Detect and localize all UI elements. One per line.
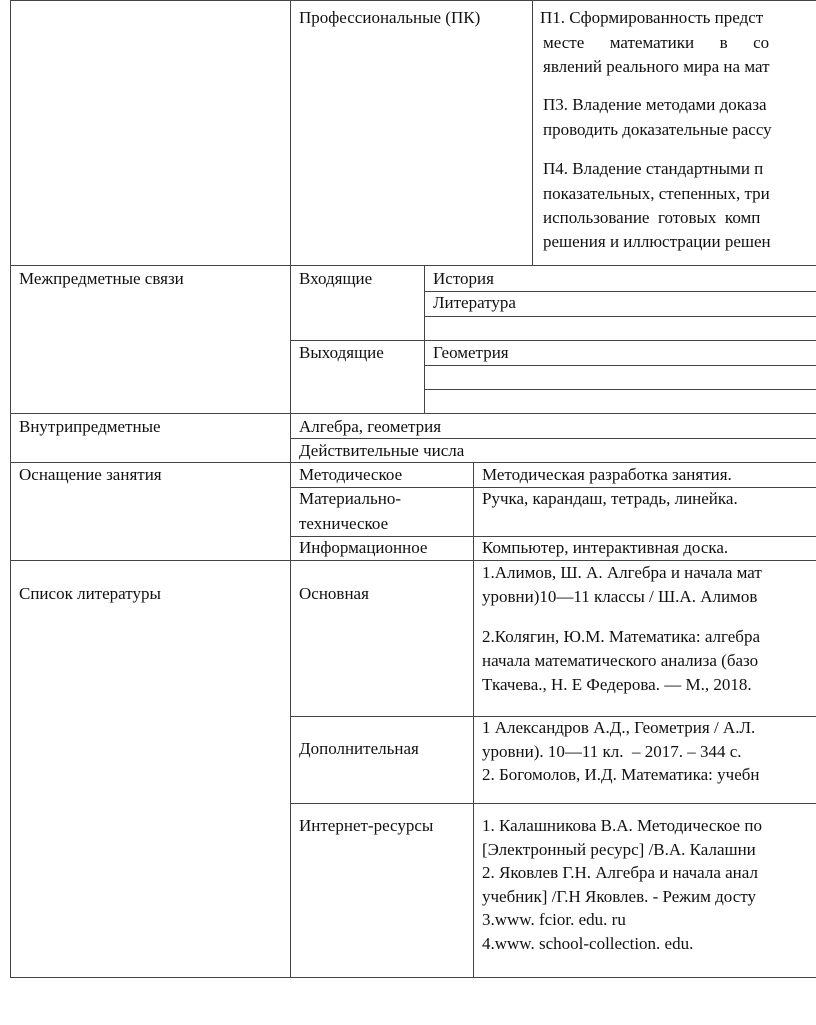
main-literature-label: Основная: [299, 584, 369, 603]
internet-resource-line: [Электронный ресурс] /В.А. Калашни: [482, 840, 756, 859]
outgoing-item: Геометрия: [433, 343, 509, 362]
outgoing-label: Выходящие: [299, 343, 384, 362]
equipment-value: Методическая разработка занятия.: [482, 465, 732, 484]
table-border: [424, 365, 816, 366]
table-border: [10, 0, 11, 978]
table-border: [290, 487, 816, 488]
equipment-type: техническое: [299, 514, 389, 533]
table-border: [424, 291, 816, 292]
internet-resources-label: Интернет-ресурсы: [299, 816, 434, 835]
table-border: [290, 716, 816, 717]
table-border: [10, 0, 816, 1]
competency-line: П3. Владение методами доказа: [543, 95, 767, 114]
competencies-label: Профессиональные (ПК): [299, 8, 481, 27]
equipment-value: Ручка, карандаш, тетрадь, линейка.: [482, 489, 738, 508]
literature-label: Список литературы: [19, 584, 161, 603]
table-border: [10, 462, 816, 463]
table-border: [290, 340, 816, 341]
literature-line: Ткачева., Н. Е Федерова. — М., 2018.: [482, 675, 752, 694]
competency-line: проводить доказательные рассу: [543, 120, 772, 139]
table-border: [290, 438, 816, 439]
literature-line: 2. Богомолов, И.Д. Математика: учебн: [482, 765, 760, 784]
literature-line: 2.Колягин, Ю.М. Математика: алгебра: [482, 627, 760, 646]
internet-resource-link[interactable]: 4.www. school-collection. edu.: [482, 934, 694, 953]
internet-resource-line: 1. Калашникова В.А. Методическое по: [482, 816, 762, 835]
incoming-item: История: [433, 269, 494, 288]
incoming-item: Литература: [433, 293, 516, 312]
incoming-label: Входящие: [299, 269, 373, 288]
table-border: [10, 265, 816, 266]
table-border: [290, 803, 816, 804]
table-border: [10, 977, 816, 978]
intradisciplinary-item: Действительные числа: [299, 441, 465, 460]
table-border: [532, 0, 533, 265]
table-border: [290, 0, 291, 978]
competency-line: месте математики в со: [543, 33, 770, 52]
competency-line: использование готовых комп: [543, 208, 761, 227]
intradisciplinary-item: Алгебра, геометрия: [299, 417, 442, 436]
internet-resource-line: учебник] /Г.Н Яковлев. - Режим досту: [482, 887, 756, 906]
table-border: [10, 413, 816, 414]
table-border: [290, 536, 816, 537]
equipment-type: Методическое: [299, 465, 403, 484]
equipment-type: Информационное: [299, 538, 428, 557]
literature-line: 1 Александров А.Д., Геометрия / А.Л.: [482, 718, 756, 737]
table-border: [424, 316, 816, 317]
competency-line: решения и иллюстрации решен: [543, 232, 771, 251]
competency-line: явлений реального мира на мат: [543, 57, 770, 76]
internet-resource-link[interactable]: 3.www. fcior. edu. ru: [482, 910, 626, 929]
competency-line: показательных, степенных, три: [543, 184, 770, 203]
intradisciplinary-label: Внутрипредметные: [19, 417, 161, 436]
equipment-label: Оснащение занятия: [19, 465, 162, 484]
competency-line: П4. Владение стандартными п: [543, 159, 764, 178]
literature-line: 1.Алимов, Ш. А. Алгебра и начала мат: [482, 563, 762, 582]
equipment-value: Компьютер, интерактивная доска.: [482, 538, 729, 557]
interdisciplinary-label: Межпредметные связи: [19, 269, 184, 288]
literature-line: уровни)10—11 классы / Ш.А. Алимов: [482, 587, 758, 606]
equipment-type: Материально-: [299, 489, 401, 508]
competency-line: П1. Сформированность предст: [540, 8, 764, 27]
table-border: [10, 560, 816, 561]
literature-line: уровни). 10—11 кл. – 2017. – 344 с.: [482, 742, 742, 761]
internet-resource-line: 2. Яковлев Г.Н. Алгебра и начала анал: [482, 863, 758, 882]
table-border: [424, 389, 816, 390]
literature-line: начала математического анализа (базо: [482, 651, 759, 670]
table-border: [424, 265, 425, 413]
additional-literature-label: Дополнительная: [299, 739, 419, 758]
table-border: [473, 462, 474, 977]
